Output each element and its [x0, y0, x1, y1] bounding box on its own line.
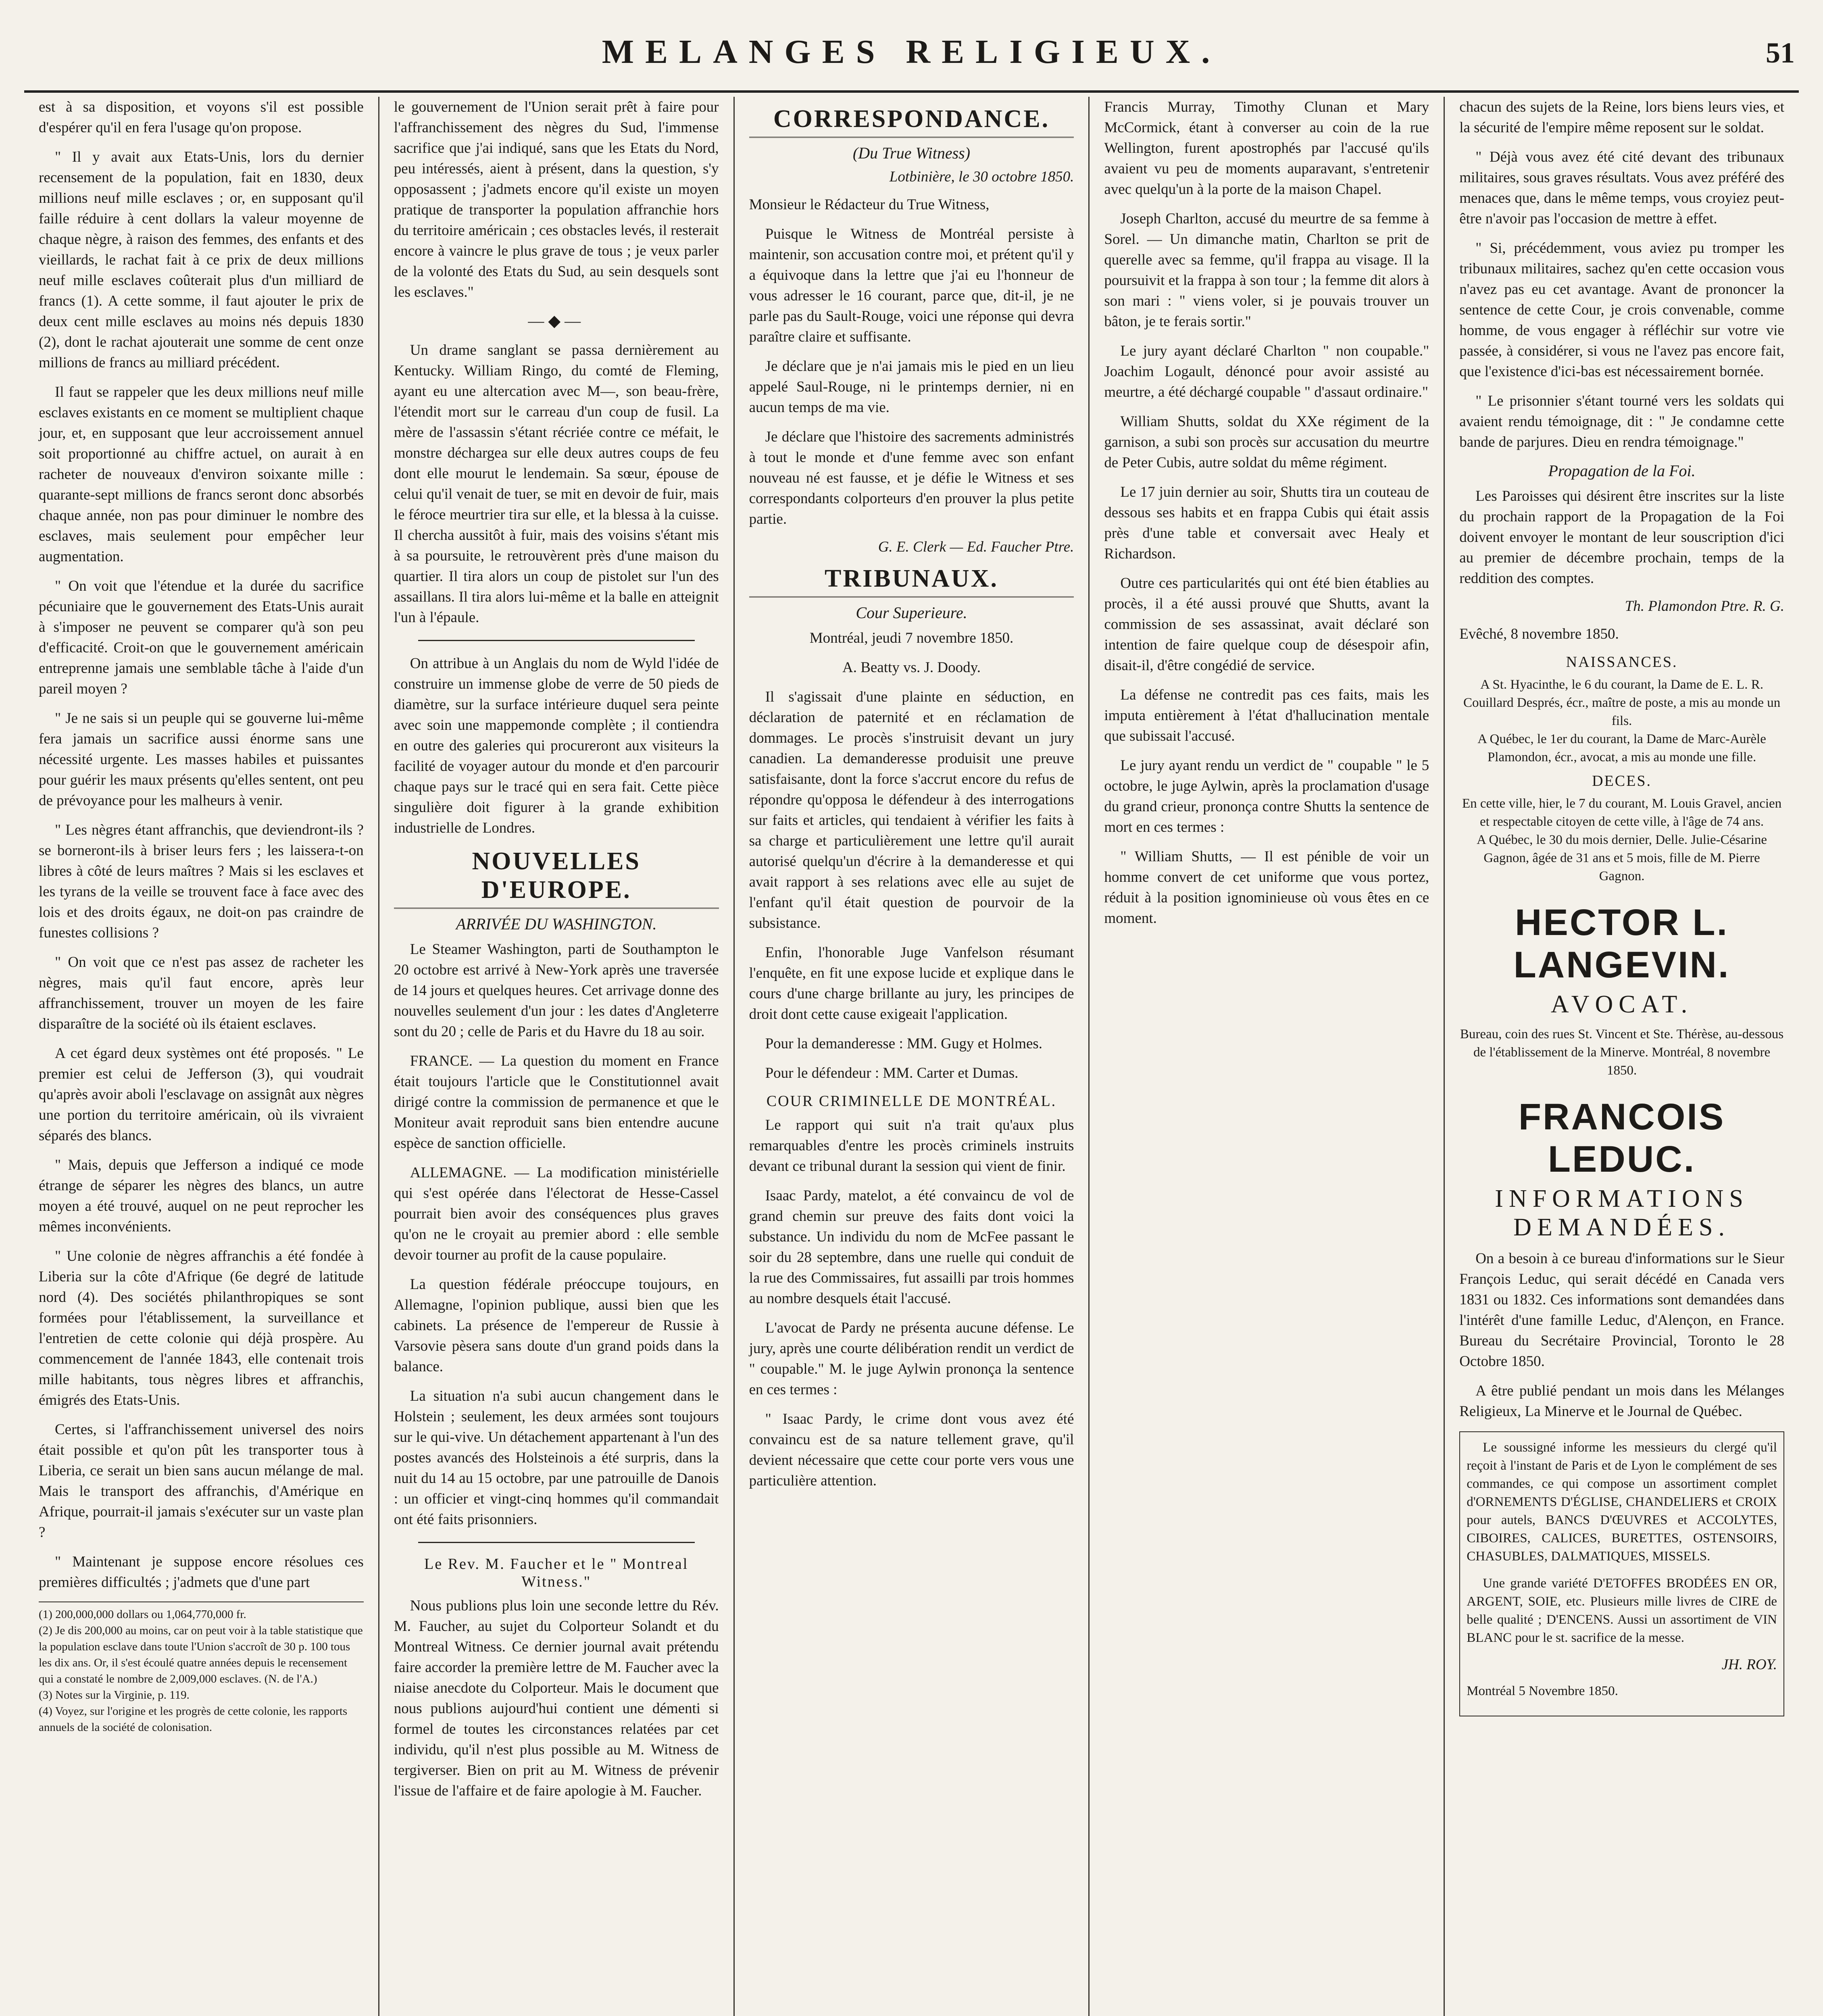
ad-date: Montréal 5 Novembre 1850. [1467, 1684, 1618, 1698]
column-3 [735, 97, 1090, 2016]
article-paragraph: Le jury ayant rendu un verdict de " coupable " le 5 octobre, le juge Aylwin, après la proclamation d'usage du grand crieur, prononça contre Shutts la sentence de mort en ces termes : [1104, 757, 1429, 835]
article-paragraph: " Les nègres étant affranchis, que deviendront-ils ? se borneront-ils à briser leurs fers ; les laissera-t-on libres à côté de leurs maîtres ? Mais si les esclaves et les tyrans de la veille se trouvent face à face avec des lois et des droits égaux, ne doit-on pas craindre de funestes collisions ? [39, 822, 364, 941]
article-paragraph: Joseph Charlton, accusé du meurtre de sa femme à Sorel. — Un dimanche matin, Charlton se prit de querelle avec sa femme, qu'il frappa au visage. Il la poursuivit et la frappa à son tour ; la femme dit alors à son mari : " viens voler, si je pouvais trouver un bâton, je te ferais sortir." [1104, 210, 1429, 330]
article-paragraph: " On voit que l'étendue et la durée du sacrifice pécuniaire que le gouvernement des Etats-Unis aurait à s'imposer ne peuvent se comparer qu'à son peu d'efficacité. Croit-on que le gouvernement américain entreprenne jamais une semblable tâche à l'aide d'un pareil moyen ? [39, 578, 364, 697]
court-paragraph: Pour le défendeur : MM. Carter et Dumas. [765, 1065, 1019, 1081]
court-paragraph: Le rapport qui suit n'a trait qu'aux plus remarquables d'entre les procès criminels instruits devant ce tribunal durant la session qui vient de finir. [749, 1117, 1074, 1175]
divider-rule [418, 640, 695, 641]
section-title-europe: NOUVELLES D'EUROPE. [394, 847, 719, 909]
court-paragraph: Pour la demanderesse : MM. Gugy et Holmes. [765, 1035, 1043, 1052]
leduc-name: FRANCOIS LEDUC. [1518, 1096, 1725, 1180]
column-5 [1445, 97, 1799, 2016]
leduc-subtitle: INFORMATIONS DEMANDÉES. [1495, 1185, 1749, 1241]
leduc-note: A être publié pendant un mois dans les Mélanges Religieux, La Minerve et le Journal de Québec. [1459, 1383, 1784, 1420]
article-paragraph: Nous publions plus loin une seconde lettre du Rév. M. Faucher, au sujet du Colporteur Solandt et du Montreal Witness. Ce dernier journal avait prétendu faire accorder la première lettre de M. Faucher avec la niaise anecdote du Colporteur. Mais le document que nous publions aujourd'hui contient une démenti si formel de toutes les circonstances relatées par cet individu, qu'il n'est plus possible au M. Witness de tergiverser. Bien on prit au M. Witness de prévenir l'issue de l'affaire et de faire apologie à M. Faucher. [394, 1597, 719, 1799]
leduc-text: On a besoin à ce bureau d'informations sur le Sieur François Leduc, qui serait décédé en Canada vers 1831 ou 1832. Ces informations sont demandées dans l'intérêt d'une famille Leduc, d'Alençon, en France. Bureau du Secrétaire Provincial, Toronto le 28 Octobre 1850. [1459, 1250, 1784, 1370]
article-paragraph: " William Shutts, — Il est pénible de voir un homme convert de cet uniforme que vous portez, réduit à la position ignominieuse où vous êtes en ce moment. [1104, 848, 1429, 927]
article-paragraph: le gouvernement de l'Union serait prêt à faire pour l'affranchissement des nègres du Sud, l'immense sacrifice que j'ai indiqué, sans que les Etats du Nord, peu intéressés, aient à présent, dans la question, s'y opposassent ; j'admets encore qu'il existe un moyen pratique de transporter la population affranchie hors du territoire américain ; ces obstacles levés, il resterait encore à vaincre le plus grave de tous ; je veux parler de la volonté des Etats du Sud, au sein desquels sont les esclaves." [394, 99, 719, 300]
article-paragraph: " Une colonie de nègres affranchis a été fondée à Liberia sur la côte d'Afrique (6e degré de latitude nord (4). Des sociétés philanthropiques se sont formées pour l'établissement, la surveillance et l'entretien de cette colonie qui déjà prospère. Au commencement de l'année 1843, elle contenait trois mille habitants, tous nègres libres et affranchis, émigrés des Etats-Unis. [39, 1248, 364, 1408]
letter-paragraph: Puisque le Witness de Montréal persiste à maintenir, son accusation contre moi, et prétent qu'il y a équivoque dans la lettre que j'ai eu l'honneur de vous adresser le 16 courant, parce que, dit-il, je ne parle pas du Sault-Rouge, voici une réponse qui devra paraître claire et suffisante. [749, 226, 1074, 345]
article-paragraph: Le Steamer Washington, parti de Southampton le 20 octobre est arrivé à New-York après une traversée de 14 jours et quelques heures. Cet arrivage donne des nouvelles seulement d'un jour : les dates d'Angleterre sont du 20 ; celle de Paris et du Havre du 18 au soir. [394, 941, 719, 1040]
court-date: Montréal, jeudi 7 novembre 1850. [809, 630, 1014, 646]
court-paragraph: L'avocat de Pardy ne présenta aucune défense. Le jury, après une courte délibération rendit un verdict de " coupable." M. le juge Aylwin prononça la sentence en ces termes : [749, 1320, 1074, 1398]
masthead [24, 8, 1799, 93]
section-title-tribunaux: TRIBUNAUX. [749, 564, 1074, 598]
propagation-date: Evêché, 8 novembre 1850. [1459, 626, 1619, 642]
newspaper-title: MELANGES RELIGIEUX. [602, 33, 1221, 71]
article-paragraph: " Déjà vous avez été cité devant des tribunaux militaires, sous graves résultats. Vous avez préféré des menaces que, dans le même temps, vous croyiez peut-être n'avoir pas l'occasion de mettre à effet. [1459, 149, 1784, 227]
divider-ornament: —◆— [528, 312, 585, 330]
propagation-text: Les Paroisses qui désirent être inscrites sur la liste du prochain rapport de la Propagation de la Foi doivent envoyer le montant de leur souscription d'ici au premier de décembre prochain, temps de la reddition des comptes. [1459, 488, 1784, 587]
section-subtitle: ARRIVÉE DU WASHINGTON. [456, 915, 657, 933]
footnote: (2) Je dis 200,000 au moins, car on peut voir à la table statistique que la population esclave dans toute l'Union s'accroît de 30 p. 100 tous les dix ans. Or, il s'est écoulé quatre années depuis le recensement qui a constaté le nombre de 2,009,000 esclaves. (N. de l'A.) [39, 1624, 363, 1685]
court-paragraph: Isaac Pardy, matelot, a été convaincu de vol de grand chemin sur preuve des faits dont voici la substance. Un individu du nom de McFee passant le soir du 28 septembre, dans une ruelle qui conduit de la rue des Commissaires, fut assailli par trois hommes au nombre desquels était l'accusé. [749, 1187, 1074, 1307]
dateline: Lotbinière, le 30 octobre 1850. [889, 169, 1074, 185]
article-paragraph: On attribue à un Anglais du nom de Wyld l'idée de construire un immense globe de verre de 50 pieds de diamètre, sur la surface intérieure duquel sera peinte avec soin une mappemonde complète ; il contiendra en outre des galeries qui procureront aux visiteurs la facilité de voyager autour du monde et d'en parcourir chaque pays sur le tracé qui en sera fait. Cette pièce singulière doit figurer à la grande exhibition industrielle de Londres. [394, 655, 719, 836]
article-paragraph: ALLEMAGNE. — La modification ministérielle qui s'est opérée dans l'électorat de Hesse-Cassel pourrait bien avoir des conséquences plus graves qu'on ne le croyait au premier abord : elle semble devoir tourner au profit de la cause populaire. [394, 1164, 719, 1263]
propagation-signature: Th. Plamondon Ptre. R. G. [1625, 598, 1784, 614]
birth-notice: A Québec, le 1er du courant, la Dame de Marc-Aurèle Plamondon, écr., avocat, a mis au monde une fille. [1477, 732, 1766, 764]
lawyer-address: Bureau, coin des rues St. Vincent et Ste. Thérèse, au-dessous de l'établissement de la Minerve. Montréal, 8 novembre 1850. [1460, 1027, 1784, 1078]
article-paragraph: " Je ne sais si un peuple qui se gouverne lui-même fera jamais un sacrifice aussi énorme sans une nécessité urgente. Les masses habiles et puissantes pour guérir les maux présents qu'elles sentent, ont peu de prévoyance pour les malheurs à venir. [39, 710, 364, 809]
footnote: (3) Notes sur la Virginie, p. 119. [39, 1689, 190, 1702]
article-paragraph: Il faut se rappeler que les deux millions neuf mille esclaves existants en ce moment se multiplient chaque jour, et, en supposant que leur accroissement annuel soit proportionné au chiffre actuel, on aurait à en racheter de nouveaux d'environ soixante mille : quarante-sept millions de francs seront donc absorbés chaque année, non pas pour diminuer le nombre des esclaves, mais seulement pour empêcher leur augmentation. [39, 384, 364, 565]
article-paragraph: La situation n'a subi aucun changement dans le Holstein ; seulement, les deux armées sont toujours sur le qui-vive. Un détachement appartenant à l'un des postes avancés des Holsteinois a été surpris, dans la nuit du 14 au 15 octobre, par une patrouille de Danois : un officier et vingt-cinq hommes qu'il commandait ont été faits prisonniers. [394, 1388, 719, 1528]
advertisement-box [1459, 1431, 1784, 1716]
divider-rule [418, 1542, 695, 1543]
deces-title: DECES. [1592, 773, 1652, 789]
article-paragraph: Francis Murray, Timothy Clunan et Mary McCormick, étant à converser au coin de la rue Wellington, furent apostrophés par l'accusé qu'ils avaient vu peu de moments auparavant, s'entretenir avec quelqu'un à la porte de la maison Chapel. [1104, 99, 1429, 198]
ad-more: Une grande variété D'ETOFFES BRODÉES EN OR, ARGENT, SOIE, etc. Plusieurs mille livres de CIRE de belle qualité ; D'ENCENS. Aussi un assortiment de VIN BLANC pour le st. sacrifice de la messe. [1467, 1576, 1777, 1645]
letter-paragraph: Je déclare que l'histoire des sacrements administrés à tout le monde et d'une femme avec son enfant nouveau né est fausse, et je défie le Witness et ses correspondants colporteurs d'en prouver la plus petite partie. [749, 429, 1074, 527]
section-title-correspondance: CORRESPONDANCE. [749, 105, 1074, 138]
footnote: (4) Voyez, sur l'origine et les progrès de cette colonie, les rapports annuels de la société de colonisation. [39, 1705, 348, 1734]
ad-text: Le soussigné informe les messieurs du clergé qu'il reçoit à l'instant de Paris et de Lyon le complément de ses commandes, ce qui compose un assortiment complet d'ORNEMENTS D'ÉGLISE, CHANDELIERS et CROIX pour autels, BANCS D'ŒUVRES et ACCOLYTES, CIBOIRES, CALICES, BURETTES, OSTENSOIRS, CHASUBLES, DALMATIQUES, MISSELS. [1467, 1440, 1777, 1564]
court-paragraph: " Isaac Pardy, le crime dont vous avez été convaincu est de sa nature tellement grave, qu'il devient nécessaire que cette cour porte vers vous une particulière attention. [749, 1411, 1074, 1489]
article-paragraph: " On voit que ce n'est pas assez de racheter les nègres, mais qu'il faut encore, après leur affranchissement, trouver un moyen de les faire disparaître de la société où ils étaient esclaves. [39, 954, 364, 1032]
source-line: (Du True Witness) [852, 144, 971, 162]
article-paragraph: FRANCE. — La question du moment en France était toujours l'article que le Constitutionnel avait dirigé contre la commission de permanence et que le Moniteur avait reproduit sans bien entendre aucune espèce de sanction officielle. [394, 1053, 719, 1152]
lawyer-title: AVOCAT. [1550, 991, 1693, 1018]
article-paragraph: William Shutts, soldat du XXe régiment de la garnison, a subi son procès sur accusation du meurtre de Peter Cubis, autre soldat du même régiment. [1104, 413, 1429, 471]
article-paragraph: Le 17 juin dernier au soir, Shutts tira un couteau de dessous ses habits et en frappa Cubis qui était assis près d'une table et conversait avec Healy et Richardson. [1104, 484, 1429, 562]
columns [24, 97, 1799, 2016]
article-paragraph: Un drame sanglant se passa dernièrement au Kentucky. William Ringo, du comté de Fleming, ayant eu une altercation avec M—, son beau-frère, l'étendit mort sur le carreau d'un coup de fusil. La mère de l'assassin s'étant récriée contre ce méfait, le monstre déchargea sur elle deux autres coups de feu dont elle mourut le lendemain. Sa sœur, épouse de celui qu'il venait de tuer, se mit en devoir de fuir, mais le féroce meurtrier tira sur elle, et la blessa à la cuisse. Il chercha aussitôt à fuir, mais des voisins s'étant mis à sa poursuite, le retrouvèrent près d'une maison du quartier. Il tira alors un coup de pistolet sur l'un des assaillans. Il tira alors lui-même et la balle en atteignit l'un à l'épaule. [394, 342, 719, 626]
lawyer-name: HECTOR L. LANGEVIN. [1513, 902, 1730, 985]
column-1 [24, 97, 379, 2016]
salutation: Monsieur le Rédacteur du True Witness, [749, 196, 990, 213]
footnotes [39, 1602, 364, 1735]
court-paragraph: Enfin, l'honorable Juge Vanfelson résumant l'enquête, en fit une expose lucide et explique dans le cours d'une charge brillante au jury, les principes de droit dont cette cause exigeait l'application. [749, 944, 1074, 1023]
page-number: 51 [1766, 37, 1795, 69]
article-paragraph: A cet égard deux systèmes ont été proposés. " Le premier est celui de Jefferson (3), qui voudrait qu'après avoir aboli l'esclavage on assignât aux nègres une portion du territoire américain, où ils vivraient séparés des blancs. [39, 1045, 364, 1144]
letter-paragraph: Je déclare que je n'ai jamais mis le pied en un lieu appelé Saul-Rouge, ni le printemps dernier, ni en aucun temps de ma vie. [749, 358, 1074, 416]
naissances-title: NAISSANCES. [1566, 654, 1678, 671]
article-paragraph: " Maintenant je suppose encore résolues ces premières difficultés ; j'admets que d'une part [39, 1554, 364, 1591]
article-paragraph: " Si, précédemment, vous aviez pu tromper les tribunaux militaires, sachez qu'en cette occasion vous n'avez pas eu cet avantage. Avant de prononcer la sentence de cette Cour, je crois convenable, comme homme, de vous engager à réfléchir sur votre vie passée, à considérer, si vous ne l'avez pas encore fait, que l'existence d'ici-bas est nécessairement bornée. [1459, 240, 1784, 380]
article-paragraph: " Le prisonnier s'étant tourné vers les soldats qui avaient rendu témoignage, dit : " Je condamne cette bande de parjures. Dieu en rendra témoignage." [1459, 393, 1784, 450]
article-paragraph: La défense ne contredit pas ces faits, mais les imputa entièrement à l'état d'hallucination mentale que subissait l'accusé. [1104, 687, 1429, 744]
article-paragraph: " Mais, depuis que Jefferson a indiqué ce mode étrange de séparer les nègres des blancs, un autre moyen a été trouvé, auquel on ne peut reprocher les mêmes inconvénients. [39, 1157, 364, 1235]
article-paragraph: chacun des sujets de la Reine, lors biens leurs vies, et la sécurité de l'empire même reposent sur le soldat. [1459, 99, 1784, 136]
article-paragraph: est à sa disposition, et voyons s'il est possible d'espérer qu'il en fera l'usage qu'on propose. [39, 99, 364, 136]
article-paragraph: " Il y avait aux Etats-Unis, lors du dernier recensement de la population, fait en 1830, deux millions neuf mille esclaves ; or, en supposant qu'il faille réduire à cent dollars la valeur moyenne de chaque nègre, à raison des femmes, des enfants et des vieillards, le rachat fait à ce prix de deux millions neuf mille esclaves coûterait plus d'un milliard de francs (1). A cette somme, il faut ajouter le prix de deux cent mille esclaves au moins nés depuis 1830 (2), dont le rachat ajouterait une somme de cent onze millions de francs au milliard précédent. [39, 149, 364, 371]
article-paragraph: Le jury ayant déclaré Charlton " non coupable." Joachim Logault, dénoncé pour avoir assisté au meurtre, a été déchargé coupable " d'assaut ordinaire." [1104, 343, 1429, 400]
footnote: (1) 200,000,000 dollars ou 1,064,770,000 fr. [39, 1608, 246, 1621]
letter-signatories: G. E. Clerk — Ed. Faucher Ptre. [878, 539, 1074, 555]
column-2 [379, 97, 735, 2016]
ad-signature: JH. ROY. [1721, 1656, 1777, 1673]
court-title: Cour Superieure. [856, 604, 967, 622]
article-paragraph: Outre ces particularités qui ont été bien établies au procès, il a été aussi prouvé que Shutts, avant la commission de ses assassinat, avait déclaré son intention de faire quelque coup de désespoir afin, disait-il, d'être congédié de service. [1104, 575, 1429, 674]
propagation-title: Propagation de la Foi. [1548, 462, 1696, 480]
birth-notice: A St. Hyacinthe, le 6 du courant, la Dame de E. L. R. Couillard Després, écr., maître de poste, a mis au monde un fils. [1463, 677, 1781, 728]
death-notice: En cette ville, hier, le 7 du courant, M. Louis Gravel, ancien et respectable citoyen de cette ville, à l'âge de 74 ans. [1462, 796, 1782, 829]
article-paragraph: Certes, si l'affranchissement universel des noirs était possible et qu'on pût les transporter tous à Liberia, ce serait un bien sans aucun mélange de mal. Mais le transport des affranchis, d'Amérique en Afrique, pourrait-il jamais s'exécuter sur un vaste plan ? [39, 1421, 364, 1541]
court-parties: A. Beatty vs. J. Doody. [842, 659, 981, 676]
column-4 [1090, 97, 1445, 2016]
article-paragraph: La question fédérale préoccupe toujours, en Allemagne, l'opinion publique, aussi bien que les cabinets. La présence de l'empereur de Russie à Varsovie pèsera sans doute d'un grand poids dans la balance. [394, 1276, 719, 1375]
criminal-court-heading: COUR CRIMINELLE DE MONTRÉAL. [766, 1093, 1057, 1110]
court-paragraph: Il s'agissait d'une plainte en séduction, en déclaration de paternité et en réclamation de dommages. Le procès s'instruisit devant un jury canadien. La demanderesse produisit une preuve satisfaisante, dont la force s'accrut encore du refus de répondre qu'opposa le défendeur à des interrogations sur faits et articles, qui tendaient à vérifier les faits à sa charge et particulièrement une lettre qu'il aurait autorisé quelqu'un d'écrire à la demanderesse et qui avait rapport à ses relations avec elle au sujet de l'enfant qu'il était question de pourvoir de la subsistance. [749, 689, 1074, 931]
article-heading: Le Rev. M. Faucher et le " Montreal Witness." [424, 1556, 689, 1590]
death-notice: A Québec, le 30 du mois dernier, Delle. Julie-Césarine Gagnon, âgée de 31 ans et 5 mois, fille de M. Pierre Gagnon. [1477, 833, 1767, 883]
